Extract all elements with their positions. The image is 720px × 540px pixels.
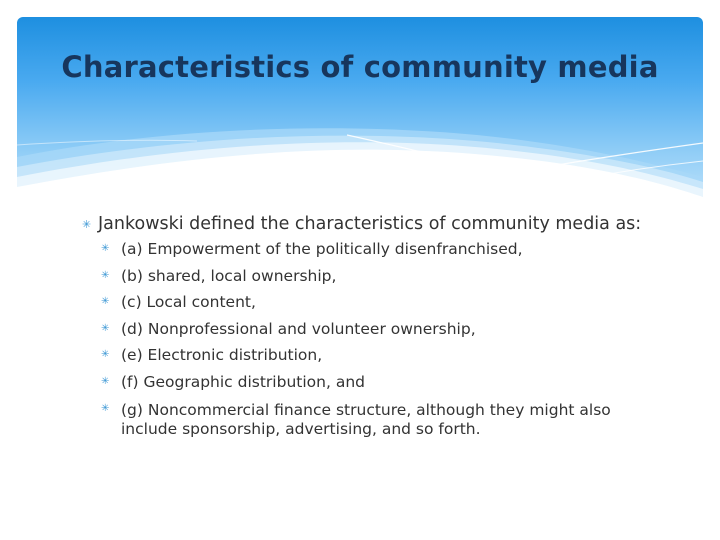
main-bullet-text: Jankowski defined the characteristics of community media as: — [98, 214, 642, 234]
list-item-text: (g) Noncommercial finance structure, although they might also include sponsorship, advertising, and so forth. — [121, 400, 611, 438]
list-item — [101, 346, 664, 365]
main-bullet — [84, 214, 664, 235]
asterisk-icon: ✳ — [101, 269, 110, 281]
asterisk-icon: ✳ — [101, 402, 110, 414]
asterisk-icon: ✳ — [101, 375, 110, 387]
header-wave-decoration — [17, 17, 703, 203]
list-item — [101, 240, 664, 258]
asterisk-icon: ✳ — [82, 218, 92, 231]
list-item — [101, 372, 664, 391]
slide-body — [84, 214, 664, 448]
asterisk-icon: ✳ — [101, 322, 110, 334]
list-item — [101, 400, 664, 439]
asterisk-icon: ✳ — [101, 296, 110, 308]
list-item-text: (c) Local content, — [121, 293, 256, 312]
list-item — [101, 293, 664, 312]
slide-title: Characteristics of community media — [61, 50, 659, 84]
header-background — [17, 17, 703, 203]
list-item-text: (f) Geographic distribution, and — [121, 372, 365, 391]
list-item-text: (b) shared, local ownership, — [121, 266, 337, 285]
asterisk-icon: ✳ — [101, 349, 110, 361]
list-item — [101, 319, 664, 338]
list-item — [101, 266, 664, 285]
sub-bullet-list — [84, 241, 664, 439]
list-item-text: (a) Empowerment of the politically disenfranchised, — [121, 240, 523, 258]
list-item-text: (e) Electronic distribution, — [121, 346, 323, 365]
asterisk-icon: ✳ — [101, 243, 110, 254]
list-item-text: (d) Nonprofessional and volunteer ownership, — [121, 319, 476, 338]
